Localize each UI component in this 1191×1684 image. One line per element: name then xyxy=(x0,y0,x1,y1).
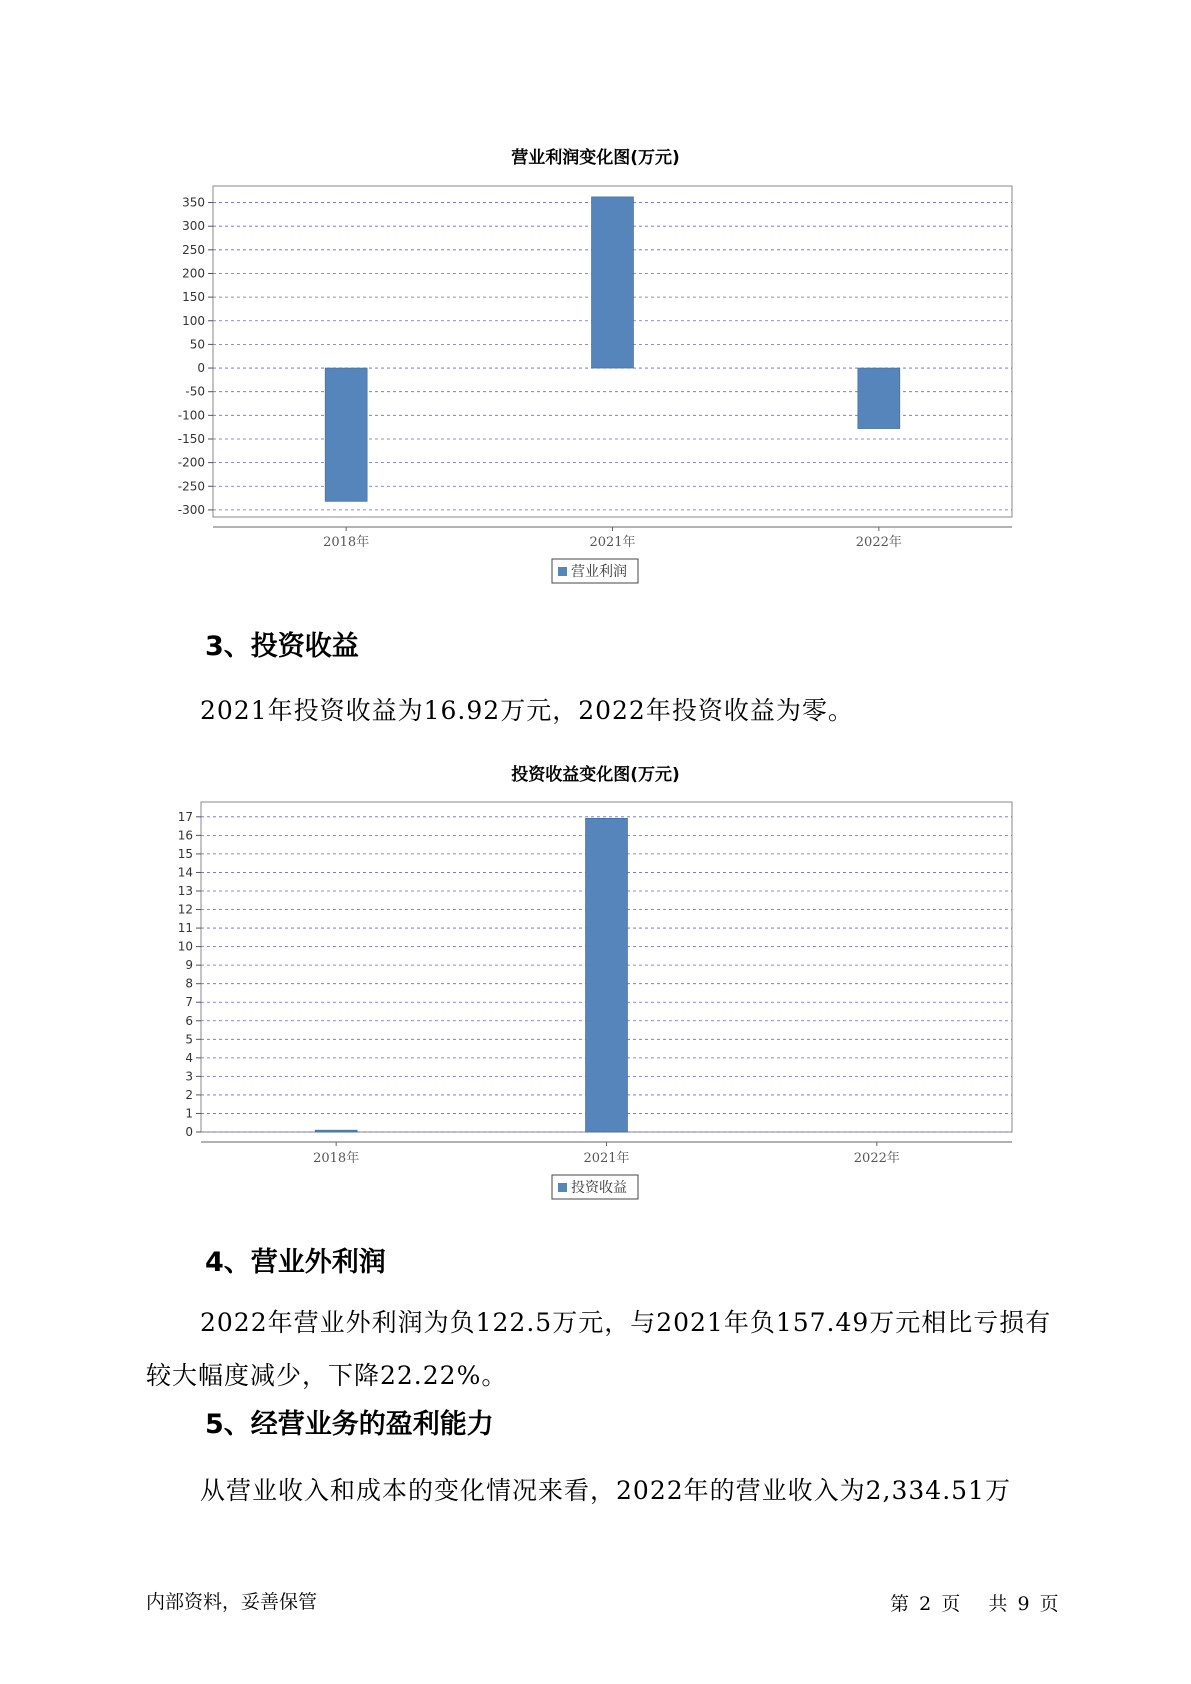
y-tick-label: 2 xyxy=(185,1087,193,1102)
footer-page-number xyxy=(890,1589,1063,1616)
y-tick-label: -300 xyxy=(177,502,205,517)
chart-operating-profit xyxy=(0,160,1191,590)
paragraph-profitability: 从营业收入和成本的变化情况来看，2022年的营业收入为2,334.51万 xyxy=(200,1476,1011,1505)
y-tick-label: 7 xyxy=(185,995,193,1010)
x-tick-label: 2022年 xyxy=(855,535,902,550)
y-tick-label: 0 xyxy=(185,1125,193,1139)
y-tick-label: 250 xyxy=(182,242,205,257)
y-tick-label: -250 xyxy=(177,479,205,494)
paragraph-non-operating-profit: 2022年营业外利润为负122.5万元，与2021年负157.49万元相比亏损有较大幅度减少，下降22.22%。 xyxy=(146,1308,1052,1390)
section-heading-investment-income: 3、投资收益 xyxy=(205,631,359,662)
legend xyxy=(552,559,638,583)
y-tick-label: 50 xyxy=(189,337,205,352)
y-tick-label: 100 xyxy=(182,313,205,328)
y-tick-label: -200 xyxy=(177,455,205,470)
y-tick-label: 300 xyxy=(182,219,205,234)
y-tick-label: 150 xyxy=(182,290,205,305)
page-unit: 页 xyxy=(941,1593,961,1615)
y-tick-label: 14 xyxy=(177,865,193,880)
y-tick-label: 200 xyxy=(182,266,205,281)
total-label: 共 xyxy=(988,1593,1008,1615)
legend xyxy=(552,1175,638,1199)
y-tick-label: 0 xyxy=(197,361,205,376)
legend-swatch xyxy=(558,1183,567,1192)
page-num: 2 xyxy=(919,1593,932,1615)
x-tick-label: 2021年 xyxy=(583,1151,630,1166)
y-tick-label: -150 xyxy=(177,431,205,446)
y-tick-label: 17 xyxy=(177,809,193,824)
paragraph-investment-income: 2021年投资收益为16.92万元，2022年投资收益为零。 xyxy=(200,696,854,725)
legend-swatch xyxy=(558,567,567,576)
bar-2021年 xyxy=(592,197,634,368)
x-tick-label: 2018年 xyxy=(323,535,370,550)
y-tick-label: 8 xyxy=(185,976,193,991)
bar-2022年 xyxy=(858,368,900,429)
footer-confidential-note: 内部资料，妥善保管 xyxy=(146,1591,318,1613)
total-unit: 页 xyxy=(1039,1593,1059,1615)
x-tick-label: 2022年 xyxy=(853,1151,900,1166)
y-tick-label: 11 xyxy=(177,921,193,936)
y-tick-label: 4 xyxy=(185,1050,193,1065)
y-tick-label: 3 xyxy=(185,1069,193,1084)
page-label: 第 xyxy=(890,1593,910,1615)
operating-profit-bar-chart xyxy=(0,160,1191,590)
section-heading-profitability: 5、经营业务的盈利能力 xyxy=(205,1409,494,1440)
y-tick-label: 6 xyxy=(185,1013,193,1028)
chart-investment-income xyxy=(0,780,1191,1210)
y-tick-label: 5 xyxy=(185,1032,193,1047)
y-tick-label: 350 xyxy=(182,195,205,210)
bar-2018年 xyxy=(315,1130,357,1132)
y-tick-label: -50 xyxy=(185,384,205,399)
chart-title-investment-income: 投资收益变化图(万元) xyxy=(511,765,680,785)
y-tick-label: 15 xyxy=(177,846,193,861)
y-tick-label: 10 xyxy=(177,939,193,954)
x-tick-label: 2021年 xyxy=(589,535,636,550)
section-heading-non-operating-profit: 4、营业外利润 xyxy=(205,1247,386,1278)
y-tick-label: 13 xyxy=(177,883,193,898)
chart-title-operating-profit: 营业利润变化图(万元) xyxy=(511,148,680,168)
y-tick-label: 1 xyxy=(185,1106,193,1121)
legend-label: 营业利润 xyxy=(571,564,627,580)
y-tick-label: 16 xyxy=(177,828,193,843)
legend-label: 投资收益 xyxy=(571,1180,627,1196)
total-num: 9 xyxy=(1017,1593,1030,1615)
bar-2021年 xyxy=(586,818,628,1132)
investment-income-bar-chart xyxy=(0,780,1191,1210)
y-tick-label: -100 xyxy=(177,408,205,423)
y-tick-label: 12 xyxy=(177,902,193,917)
bar-2018年 xyxy=(325,368,367,501)
x-tick-label: 2018年 xyxy=(313,1151,360,1166)
y-tick-label: 9 xyxy=(185,958,193,973)
